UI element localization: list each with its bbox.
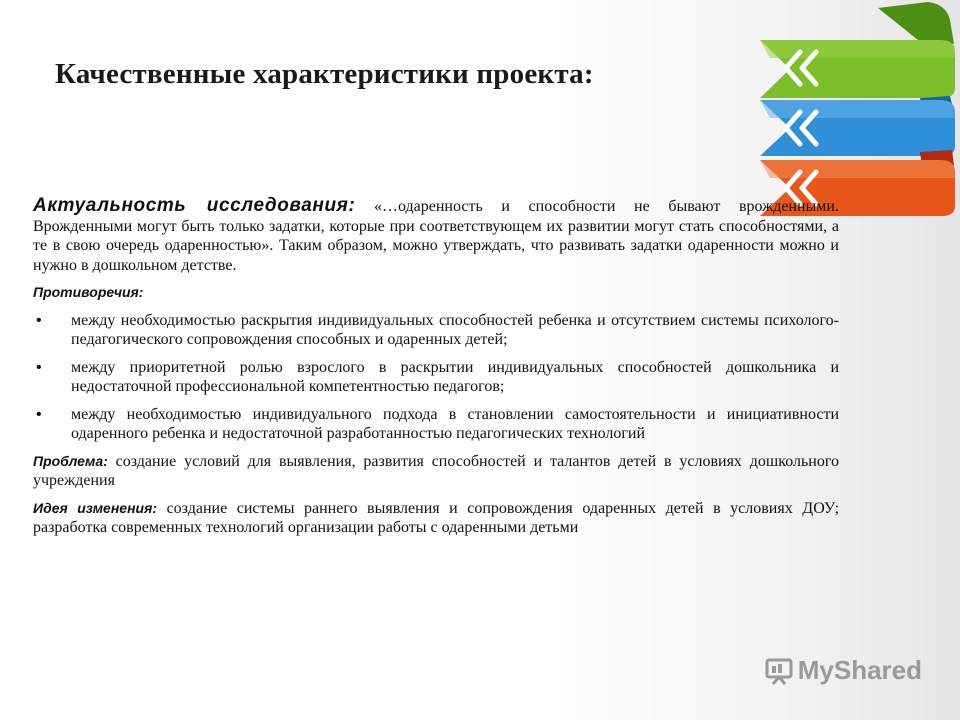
problem-text: создание условий для выявления, развития способностей и талантов детей в условиях дошкольного учреждения	[33, 452, 839, 489]
problem-paragraph	[33, 452, 839, 491]
contradictions-list	[33, 311, 839, 444]
green-ribbon	[760, 2, 955, 98]
relevance-paragraph	[33, 196, 839, 275]
slide-title: Качественные характеристики проекта:	[55, 58, 594, 90]
list-item: • между приоритетной ролью взрослого в раскрытии индивидуальных способностей дошкольника и недостаточной профессиональной компетентностью педагогов;	[33, 358, 839, 397]
relevance-text: «…одаренность и способности не бывают врожденными. Врожденными могут быть только задатки, которые при соответствующем их развитии могут стать способностями, а те в свою очередь одаренностью». Таким образом, можно утверждать, что развивать задатки одаренности можно и нужно в дошкольном детстве.	[33, 198, 839, 274]
idea-label: Идея изменения:	[33, 499, 158, 516]
idea-text: создание системы раннего выявления и сопровождения одаренных детей в условиях ДОУ; разработка современных технологий организации работы с одаренными детьми	[33, 499, 840, 536]
blue-ribbon	[760, 96, 955, 156]
list-item: • между необходимостью индивидуального подхода в становлении самостоятельности и инициативности одаренного ребенка и недостаточной разработанностью педагогических технологий	[33, 405, 839, 444]
watermark-text: MyShared	[797, 655, 922, 685]
problem-label: Проблема:	[33, 452, 108, 469]
slide-content	[33, 196, 839, 546]
contradictions-heading	[33, 283, 839, 303]
relevance-label: Актуальность исследования:	[33, 195, 356, 216]
idea-paragraph	[33, 499, 839, 538]
presentation-icon	[764, 656, 794, 686]
watermark	[764, 655, 922, 686]
list-item: • между необходимостью раскрытия индивидуальных способностей ребенка и отсутствием системы психолого-педагогического сопровождения способных и одаренных детей;	[33, 311, 839, 350]
contradictions-label: Противоречия:	[33, 284, 144, 300]
